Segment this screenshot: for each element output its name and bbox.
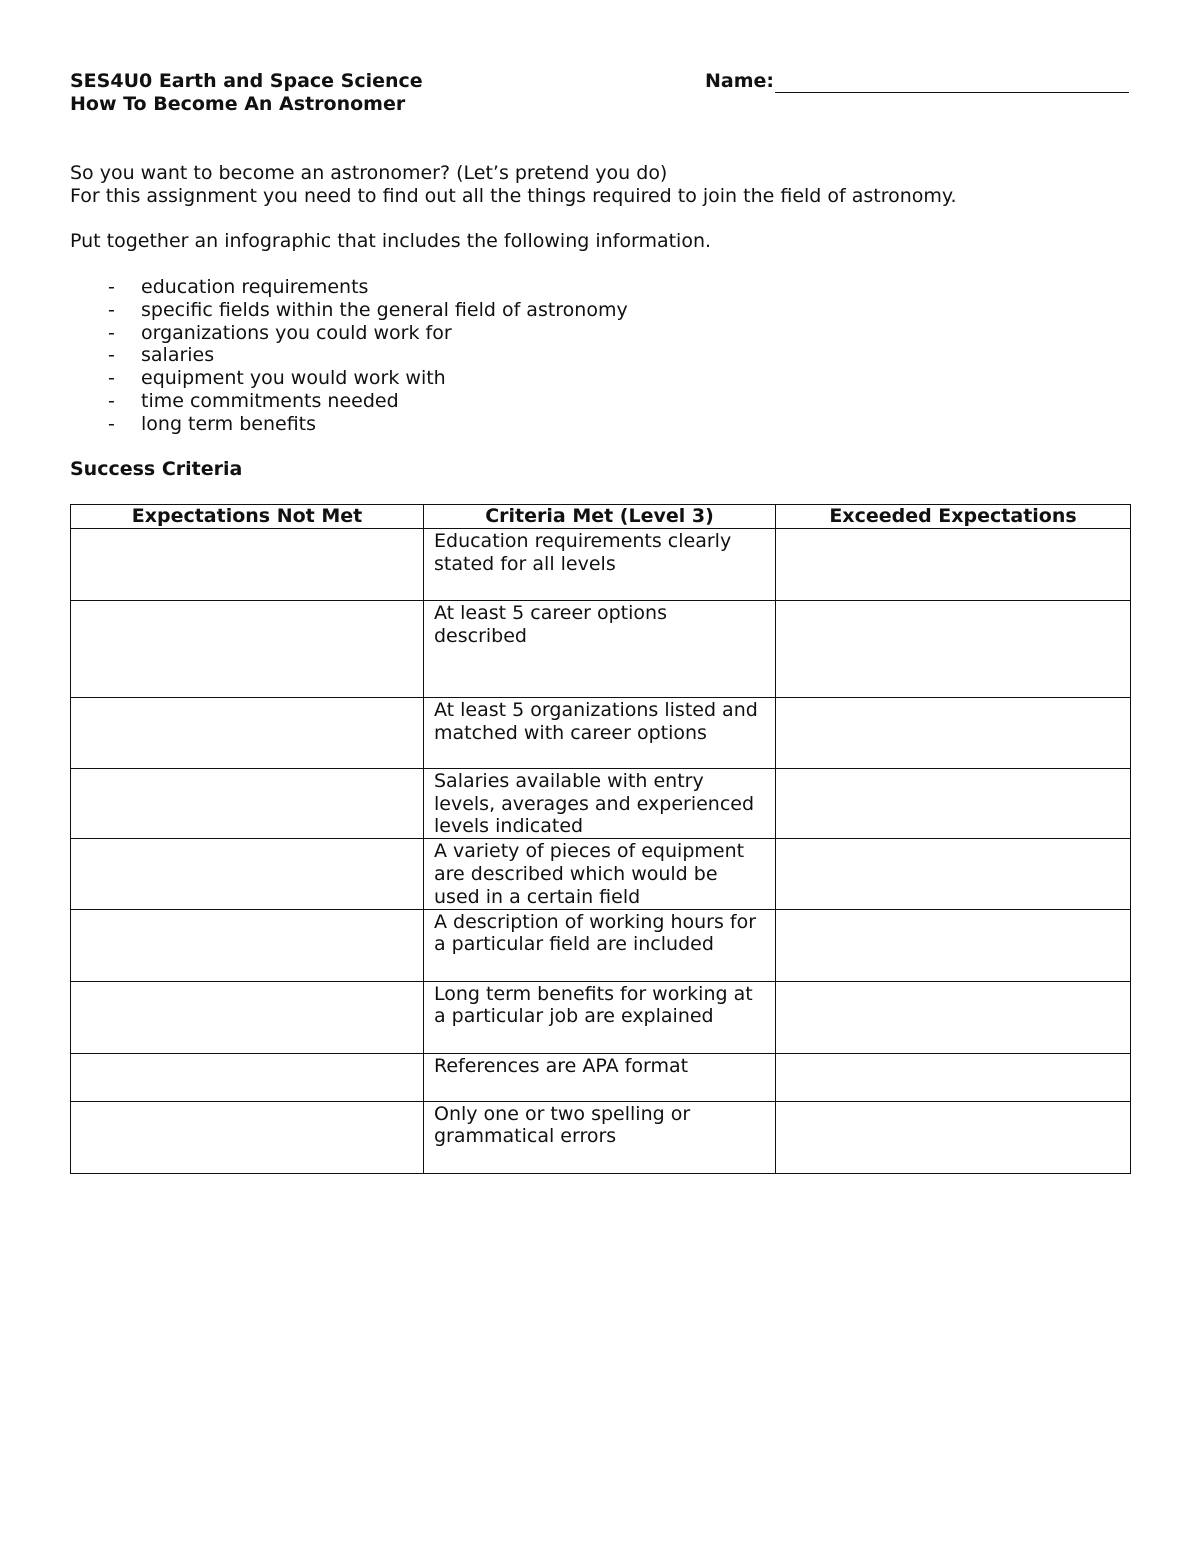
table-row [71,600,1131,697]
table-row [71,1053,1131,1101]
list-item-text: equipment you would work with [141,367,446,390]
name-field[interactable] [705,70,1129,93]
cell-not-met[interactable] [71,697,424,768]
table-row [71,697,1131,768]
instruction-text: Put together an infographic that includes the following information. [70,230,712,252]
dash-marker: - [108,298,115,321]
list-item [70,322,628,345]
list-item [70,344,628,367]
list-item [70,299,628,322]
list-item-text: education requirements [141,276,369,298]
dash-marker: - [108,367,115,390]
cell-exceeded[interactable] [776,1053,1131,1101]
list-item [70,367,628,390]
cell-not-met[interactable] [71,1053,424,1101]
success-criteria-title: Success Criteria [70,458,243,480]
cell-criteria-met: A variety of pieces of equipment are described which would be used in a certain field [424,839,776,909]
cell-exceeded[interactable] [776,1101,1131,1173]
dash-marker: - [108,412,115,435]
cell-not-met[interactable] [71,1101,424,1173]
cell-exceeded[interactable] [776,528,1131,600]
table-row [71,528,1131,600]
cell-exceeded[interactable] [776,909,1131,981]
column-header-met: Criteria Met (Level 3) [424,505,776,529]
cell-exceeded[interactable] [776,839,1131,909]
intro-line-1: So you want to become an astronomer? (Let’s pretend you do) [70,162,668,184]
dash-marker: - [108,276,115,298]
column-header-not-met: Expectations Not Met [71,505,424,529]
list-item [70,276,628,299]
cell-not-met[interactable] [71,768,424,838]
table-row [71,768,1131,838]
list-item [70,390,628,413]
cell-not-met[interactable] [71,600,424,697]
cell-criteria-met: Long term benefits for working at a particular job are explained [424,981,776,1053]
requirements-list [70,276,628,436]
cell-criteria-met: Salaries available with entry levels, averages and experienced levels indicated [424,768,776,838]
cell-not-met[interactable] [71,909,424,981]
cell-not-met[interactable] [71,528,424,600]
cell-criteria-met: Only one or two spelling or grammatical errors [424,1101,776,1173]
cell-criteria-met: A description of working hours for a particular field are included [424,909,776,981]
list-item-text: salaries [141,344,215,367]
name-blank-line[interactable] [775,72,1129,93]
cell-not-met[interactable] [71,981,424,1053]
cell-criteria-met: References are APA format [424,1053,776,1101]
list-item-text: organizations you could work for [141,321,452,344]
cell-not-met[interactable] [71,839,424,909]
column-header-exceeded: Exceeded Expectations [776,505,1131,529]
table-row [71,909,1131,981]
cell-criteria-met: At least 5 organizations listed and matched with career options [424,697,776,768]
dash-marker: - [108,321,115,344]
assignment-title: How To Become An Astronomer [70,93,406,115]
cell-exceeded[interactable] [776,768,1131,838]
table-row [71,1101,1131,1173]
name-label: Name: [705,70,775,92]
intro-line-2: For this assignment you need to find out all the things required to join the field of astronomy. [70,185,957,207]
cell-exceeded[interactable] [776,697,1131,768]
cell-criteria-met: At least 5 career options described [424,600,776,697]
list-item-text: specific fields within the general field of astronomy [141,298,628,321]
cell-exceeded[interactable] [776,600,1131,697]
cell-criteria-met: Education requirements clearly stated for all levels [424,528,776,600]
dash-marker: - [108,344,115,367]
course-title: SES4U0 Earth and Space Science [70,70,423,92]
table-row [71,981,1131,1053]
success-criteria-table [70,504,1131,1174]
cell-exceeded[interactable] [776,981,1131,1053]
table-header-row [71,505,1131,529]
document-header [70,70,423,116]
table-row [71,839,1131,909]
list-item-text: long term benefits [141,412,317,435]
dash-marker: - [108,389,115,412]
list-item [70,413,628,436]
list-item-text: time commitments needed [141,389,399,412]
intro-text [70,162,957,208]
